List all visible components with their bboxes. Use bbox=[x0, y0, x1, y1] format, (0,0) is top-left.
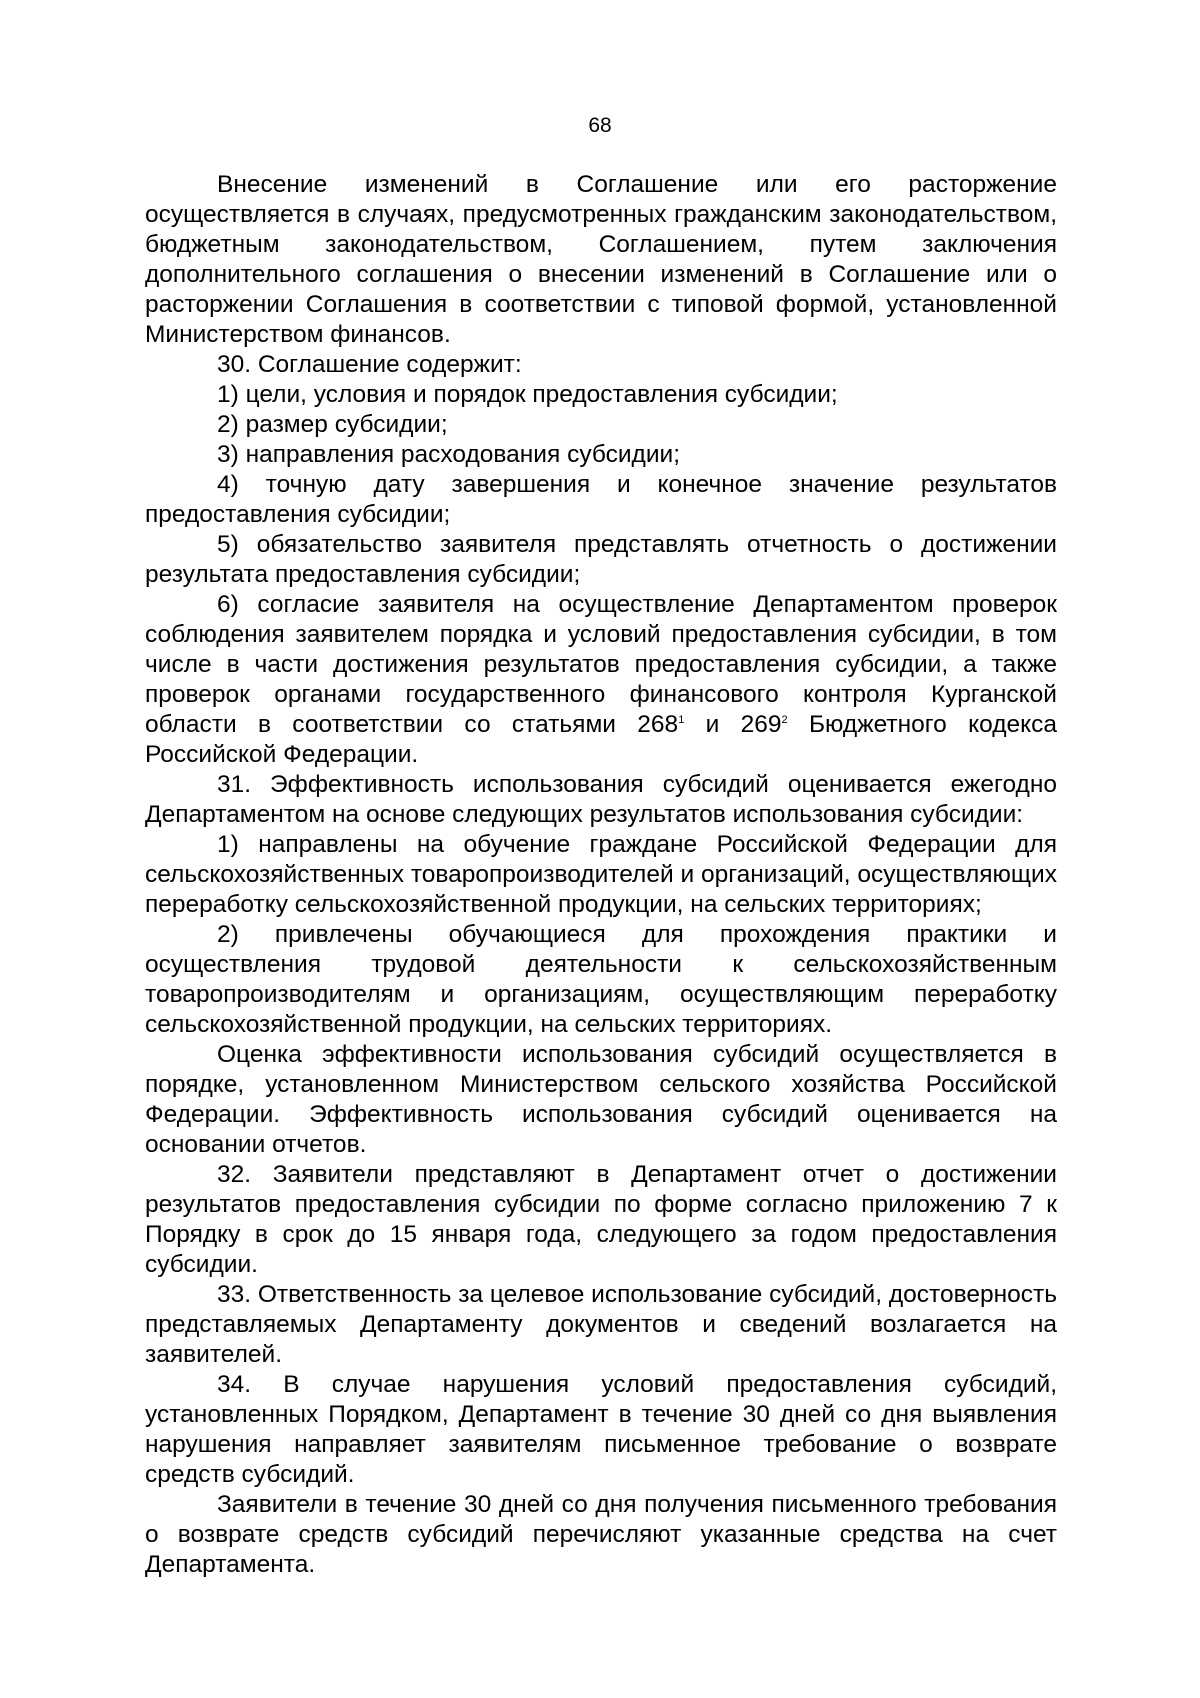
paragraph-30-item-4: 4) точную дату завершения и конечное значение результатов предоставления субсидии; bbox=[145, 471, 1057, 528]
paragraph-32: 32. Заявители представляют в Департамент отчет о достижении результатов предоставления субсидии по форме согласно приложению 7 к Порядку в срок до 15 января года, следующего за годом предоставления субсидии. bbox=[145, 1161, 1057, 1278]
paragraph-33: 33. Ответственность за целевое использование субсидий, достоверность представляемых Департаменту документов и сведений возлагается на заявителей. bbox=[145, 1281, 1057, 1368]
paragraph-refund: Заявители в течение 30 дней со дня получения письменного требования о возврате средств субсидий перечисляют указанные средства на счет Департамента. bbox=[145, 1491, 1057, 1578]
page-number: 68 bbox=[588, 114, 612, 137]
paragraph-30-item-6-end: Бюджетного кодекса Российской Федерации. bbox=[145, 711, 1057, 768]
superscript-2: 2 bbox=[781, 713, 788, 726]
paragraph-agreement-changes: Внесение изменений в Соглашение или его расторжение осуществляется в случаях, предусмотренных гражданским законодательством, бюджетным законодательством, Соглашением, путем заключения дополнительного соглашения о внесении изменений в Соглашение или о расторжении Соглашения в соответствии с типовой формой, установленной Министерством финансов. bbox=[145, 171, 1057, 348]
superscript-1: 1 bbox=[678, 713, 685, 726]
paragraph-31-item-2: 2) привлечены обучающиеся для прохождения практики и осуществления трудовой деятельности к сельскохозяйственным товаропроизводителям и организациям, осуществляющим переработку сельскохозяйственной продукции, на сельских территориях. bbox=[145, 921, 1057, 1038]
paragraph-30-item-6-mid: и 269 bbox=[684, 711, 782, 738]
paragraph-30-item-3: 3) направления расходования субсидии; bbox=[217, 441, 681, 468]
paragraph-31-item-1: 1) направлены на обучение граждане Российской Федерации для сельскохозяйственных товаропроизводителей и организаций, осуществляющих переработку сельскохозяйственной продукции, на сельских территориях; bbox=[145, 831, 1057, 918]
paragraph-31: 31. Эффективность использования субсидий оценивается ежегодно Департаментом на основе следующих результатов использования субсидии: bbox=[145, 771, 1057, 828]
paragraph-30-item-2: 2) размер субсидии; bbox=[217, 411, 448, 438]
paragraph-30-item-1: 1) цели, условия и порядок предоставления субсидии; bbox=[217, 381, 838, 408]
paragraph-30-item-6-text: 6) согласие заявителя на осуществление Департаментом проверок соблюдения заявителем порядка и условий предоставления субсидии, в том числе в части достижения результатов предоставления субсидии, а также проверок органами государственного финансового контроля Курганской области в соответствии со статьями 268 bbox=[145, 591, 1057, 738]
paragraph-30-heading: 30. Соглашение содержит: bbox=[217, 351, 522, 378]
paragraph-30-item-5: 5) обязательство заявителя представлять отчетность о достижении результата предоставления субсидии; bbox=[145, 531, 1057, 588]
paragraph-evaluation: Оценка эффективности использования субсидий осуществляется в порядке, установленном Министерством сельского хозяйства Российской Федерации. Эффективность использования субсидий оценивается на основании отчетов. bbox=[145, 1041, 1057, 1158]
document-body bbox=[145, 170, 1057, 1580]
paragraph-34: 34. В случае нарушения условий предоставления субсидий, установленных Порядком, Департамент в течение 30 дней со дня выявления нарушения направляет заявителям письменное требование о возврате средств субсидий. bbox=[145, 1371, 1057, 1488]
paragraph-30-item-6 bbox=[145, 590, 1057, 770]
